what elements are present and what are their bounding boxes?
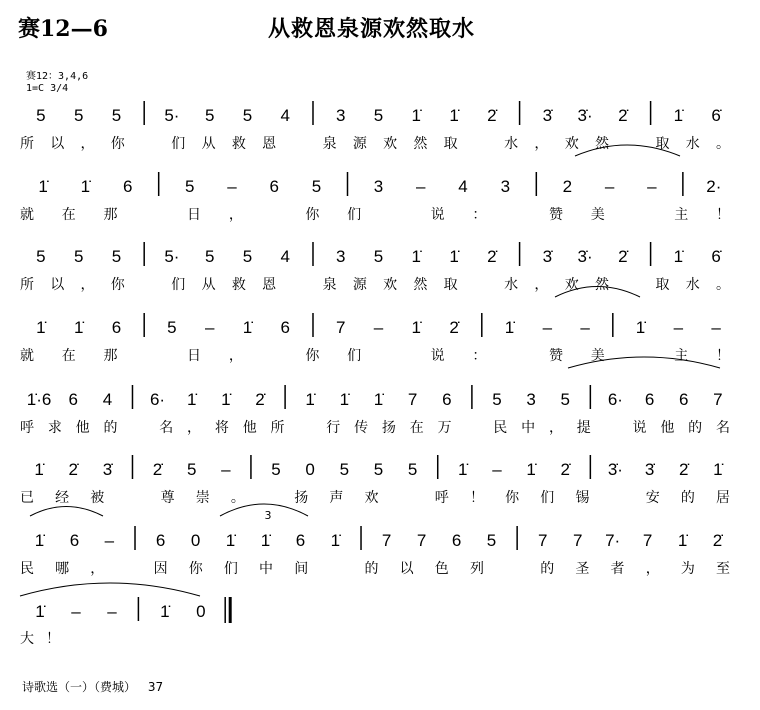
note: 0 [196,602,206,621]
note: 7 [538,531,548,550]
note: 6 [111,318,122,337]
note: 4 [280,106,291,125]
note: 6 [155,531,166,550]
note: 2̇ [712,531,723,550]
note: – [204,318,215,337]
note: 7 [713,390,723,409]
note: 2̇ [487,106,497,125]
lyric-line: 民哪， 因你们中间 的以色列 的圣者，为至 [20,561,730,577]
note: 3̇· [577,247,593,266]
note: 6 [280,318,291,337]
note: 1̇ [330,531,341,550]
lyric-line: 大！ [20,631,60,647]
note: 1̇ [673,106,684,125]
note: 7 [572,531,583,550]
note: – [107,602,117,621]
note: 4 [102,390,113,409]
note: 1̇ [186,390,197,409]
note: 0 [190,531,201,550]
score-line [20,509,730,577]
note: 5 [407,460,418,479]
note: – [492,460,502,479]
note: 2̇ [618,247,628,266]
note: – [580,318,590,337]
note: 3̇ [102,460,113,479]
note: – [373,318,384,337]
note: 5 [311,177,322,196]
note: – [673,318,684,337]
note: 1̇ [713,460,723,479]
note: 5· [164,247,180,266]
score-line [20,101,730,152]
note: 6 [451,531,462,550]
score-line [20,313,730,364]
note: 6 [69,531,80,550]
note: 3 [335,106,346,125]
note: 1̇ [80,177,91,196]
note: 7 [335,318,346,337]
note: 1̇ [260,531,271,550]
note: 1̇ [305,390,315,409]
note: 7 [416,531,427,550]
note: – [221,460,231,479]
note: 6 [122,177,133,196]
note: 3 [500,177,511,196]
note: 1̇ [242,318,253,337]
scripture-reference: 赛12：3,4,6 [26,71,89,82]
note: 1̇ [458,460,468,479]
note: 5 [36,106,46,125]
score-line [20,172,730,223]
lyric-line: 已经被 尊崇。 扬声欢 呼！你们锡 安的居 [20,490,730,506]
note: 6̇ [711,106,721,125]
note: 6 [442,390,452,409]
note: 7 [642,531,653,550]
note: 5 [186,460,197,479]
note: 0 [305,460,315,479]
note: – [542,318,553,337]
note: 5 [167,318,177,337]
note: 1̇ [373,390,384,409]
page-number: 37 [147,680,164,694]
note: 1̇ [449,247,459,266]
note: 3 [526,390,536,409]
note: 3 [373,177,384,196]
note: 5 [271,460,281,479]
note: 6 [68,390,78,409]
note: 5 [373,460,384,479]
note: 1̇ [34,531,45,550]
hymn-title: 从救恩泉源欢然取水 [268,16,476,42]
note: 3̇· [607,460,623,479]
note: 1̇ [673,247,684,266]
note: 5 [242,247,253,266]
note: 5 [111,106,122,125]
note: 5· [164,106,180,125]
note: 6 [644,390,655,409]
note: 1̇ [34,460,44,479]
triplet-mark: 3 [264,509,272,522]
note: 3̇ [542,247,553,266]
note: 2̇ [679,460,689,479]
lyric-line: 就在那 日， 你们 说： 赞美 主！ [20,348,730,364]
note: 6 [679,390,689,409]
note: 5 [204,106,215,125]
note: 7 [381,531,392,550]
note: 5 [204,247,215,266]
note: 5 [560,390,571,409]
note: 5 [339,460,350,479]
note: 1̇ [411,247,422,266]
lyric-line: 呼求他的 名，将他所 行传扬在万 民中，提 说他的名 [20,420,730,436]
note: 5 [111,247,122,266]
note: 6̇ [711,247,721,266]
note: 4 [458,177,468,196]
note: 1̇ [225,531,236,550]
note: 1̇ [677,531,688,550]
note: 2̇ [68,460,78,479]
lyric-line: 就在那 日， 你们 说： 赞美 主！ [20,207,730,223]
lyric-line: 所以，你 们从救恩 泉源欢然取 水，欢然 取水。 [20,136,730,152]
note: 1̇·6 [26,390,52,409]
note: – [227,177,237,196]
source-book: 诗歌选（一）（费城） [22,680,137,694]
note: – [416,177,426,196]
note: 2̇ [255,390,265,409]
score-line [20,385,730,436]
note: 5 [373,106,384,125]
hymn-number: 赛12—6 [18,16,108,42]
note: – [711,318,721,337]
note: 1̇ [160,602,170,621]
note: 7 [407,390,418,409]
note: 2̇ [560,460,571,479]
note: 1̇ [411,318,422,337]
note: 5 [373,247,384,266]
score-line [20,242,730,293]
note: – [604,177,615,196]
note: 2̇ [487,247,497,266]
note: 1̇ [35,602,45,621]
slur [30,507,103,517]
key-signature: 1=C 3/4 [26,83,69,94]
note: – [104,531,115,550]
note: 3̇· [577,106,593,125]
note: 6· [149,390,166,409]
note: 5 [36,247,46,266]
note: 4 [280,247,291,266]
note: 1̇ [526,460,536,479]
note: 3 [335,247,346,266]
note: 5 [73,106,84,125]
note: – [647,177,657,196]
note: 1̇ [635,318,646,337]
note: 6 [269,177,279,196]
slur [20,583,200,596]
note: 2̇ [449,318,459,337]
note: 1̇ [36,318,46,337]
note: 5 [486,531,497,550]
note: 1̇ [38,177,48,196]
note: 1̇ [73,318,84,337]
note: 6· [607,390,623,409]
score-line [20,597,230,647]
note: 7· [605,531,621,550]
note: 6 [295,531,306,550]
note: 5 [73,247,84,266]
note: 3̇ [644,460,655,479]
note: 1̇ [411,106,422,125]
note: 1̇ [449,106,459,125]
note: 5 [492,390,502,409]
note: 2̇ [152,460,163,479]
footer [22,678,163,695]
note: 5 [242,106,253,125]
note: 1̇ [339,390,350,409]
note: 1̇ [504,318,515,337]
note: 1̇ [221,390,231,409]
note: – [71,602,81,621]
lyric-line: 所以，你 们从救恩 泉源欢然取 水，欢然 取水。 [20,277,730,293]
score-line [20,455,730,506]
note: 2· [706,177,722,196]
note: 3̇ [542,106,553,125]
note: 5 [184,177,195,196]
note: 2̇ [618,106,628,125]
note: 2 [562,177,573,196]
